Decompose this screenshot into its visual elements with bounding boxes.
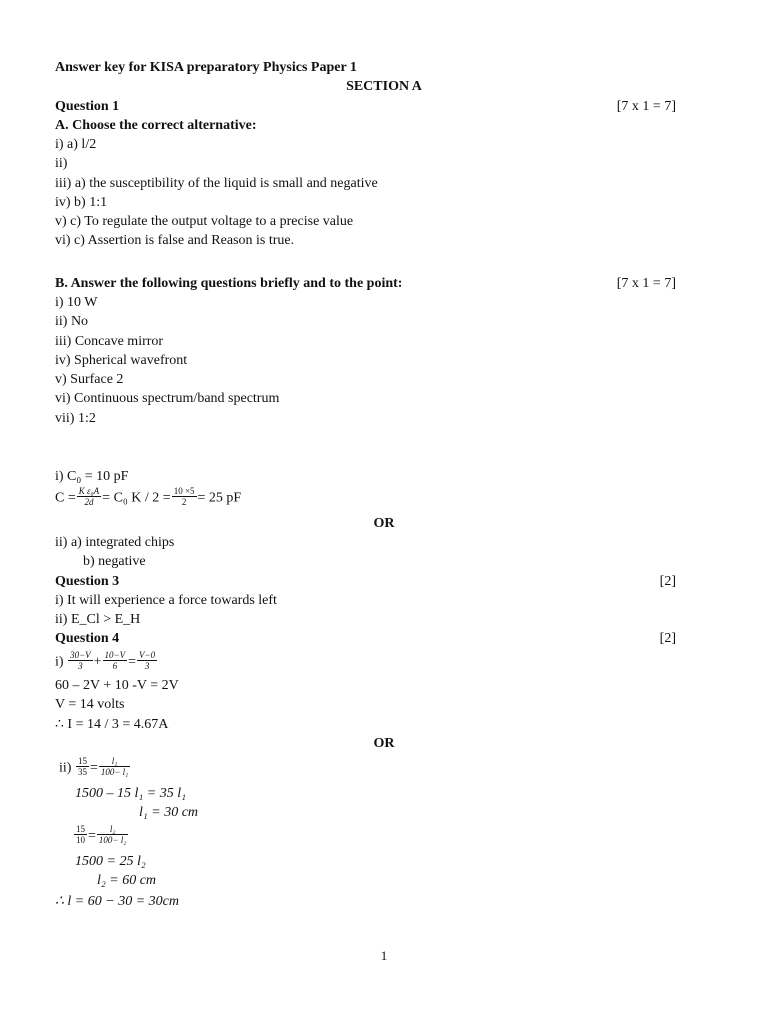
answer-b-iv: iv) Spherical wavefront [55, 353, 188, 368]
question-4-marks: [2] [659, 631, 676, 646]
q3-answer-i: i) It will experience a force towards left [55, 593, 277, 608]
answer-a-vi: vi) c) Assertion is false and Reason is true. [55, 233, 295, 248]
answer-a-ii: ii) [55, 156, 68, 171]
q4-step-3: ∴ I = 14 / 3 = 4.67A [55, 717, 169, 732]
eq-mid: = C₀ K / 2 = [102, 490, 171, 506]
q4-i-equation: i) $\frac{30-V}{3}$ + $\frac{10-V}{6}$ = $\frac{V-0}{3}$ [55, 650, 156, 671]
answer-b-vi: vi) Continuous spectrum/band spectrum [55, 391, 280, 406]
eq-prefix: C = [55, 490, 76, 506]
q4-step-2: V = 14 volts [55, 697, 125, 712]
answer-b-ii: ii) No [55, 314, 89, 329]
fraction: $\frac{V-0}{3}$ [139, 650, 156, 671]
q2-alt-a: ii) a) integrated chips [55, 535, 175, 550]
q4-ii-step-1: 1500 – 15 l₁ = 35 l₁ [75, 786, 186, 801]
answer-b-vii: vii) 1:2 [55, 411, 96, 426]
fraction: $\frac{30-V}{3}$ [70, 650, 91, 671]
q4-ii-step-3: 1500 = 25 l₂ [75, 854, 146, 869]
question-1-heading: Question 1 [55, 99, 120, 114]
fraction: $\frac{15}{35}$ [77, 756, 87, 777]
question-3-marks: [2] [659, 574, 676, 589]
q4-or: OR [373, 736, 395, 751]
q4-step-1: 60 – 2V + 10 -V = 2V [55, 678, 179, 693]
document-title: Answer key for KISA preparatory Physics Paper 1 [55, 60, 357, 75]
answer-b-i: i) 10 W [55, 295, 98, 310]
answer-b-v: v) Surface 2 [55, 372, 124, 387]
question-3-heading: Question 3 [55, 574, 120, 589]
q2-capacitance-line: i) C₀ = 10 pF [55, 469, 129, 484]
question-4-heading: Question 4 [55, 631, 120, 646]
answer-a-iv: iv) b) 1:1 [55, 195, 108, 210]
q3-answer-ii: ii) E_Cl > E_H [55, 612, 141, 627]
q4-ii-equation: ii) $\frac{15}{35}$ = $\frac{\text{l₁}}{\text{100− l₁}}$ [59, 756, 129, 777]
eq-suffix: = 25 pF [197, 490, 242, 506]
fraction: $\frac{10-V}{6}$ [104, 650, 126, 671]
q2-or: OR [373, 516, 395, 531]
q2-capacitance-equation [55, 488, 241, 509]
part-b-title: B. Answer the following questions briefly and to the point: [55, 276, 403, 291]
answer-a-v: v) c) To regulate the output voltage to a precise value [55, 214, 354, 229]
question-1-marks-a: [7 x 1 = 7] [616, 99, 676, 114]
question-1-marks-b: [7 x 1 = 7] [616, 276, 676, 291]
q4-ii-step-5: ∴ l = 60 − 30 = 30cm [55, 894, 179, 909]
page-number: 1 [380, 948, 388, 963]
q4-ii-step-4: l₂ = 60 cm [97, 873, 157, 888]
q4-ii-equation-2: $\frac{15}{10}$ = $\frac{\text{l₂}}{\text{100− l₂}}$ [76, 824, 127, 845]
answer-a-i: i) a) l/2 [55, 137, 97, 152]
fraction: $\frac{\text{l₁}}{\text{100− l₁}}$ [100, 756, 129, 777]
answer-a-iii: iii) a) the susceptibility of the liquid is small and negative [55, 176, 378, 191]
q4-ii-step-2: l₁ = 30 cm [139, 805, 199, 820]
q2-alt-b: b) negative [83, 554, 146, 569]
part-a-title: A. Choose the correct alternative: [55, 118, 257, 133]
answer-b-iii: iii) Concave mirror [55, 334, 164, 349]
fraction: $\frac{\text{K ε₀A}}{2d}$ [78, 486, 100, 507]
fraction: $\frac{15}{10}$ [76, 824, 85, 845]
section-heading: SECTION A [346, 79, 422, 94]
fraction: $\frac{10 \times 5}{2}$ [173, 486, 195, 507]
fraction: $\frac{\text{l₂}}{\text{100− l₂}}$ [98, 824, 127, 845]
